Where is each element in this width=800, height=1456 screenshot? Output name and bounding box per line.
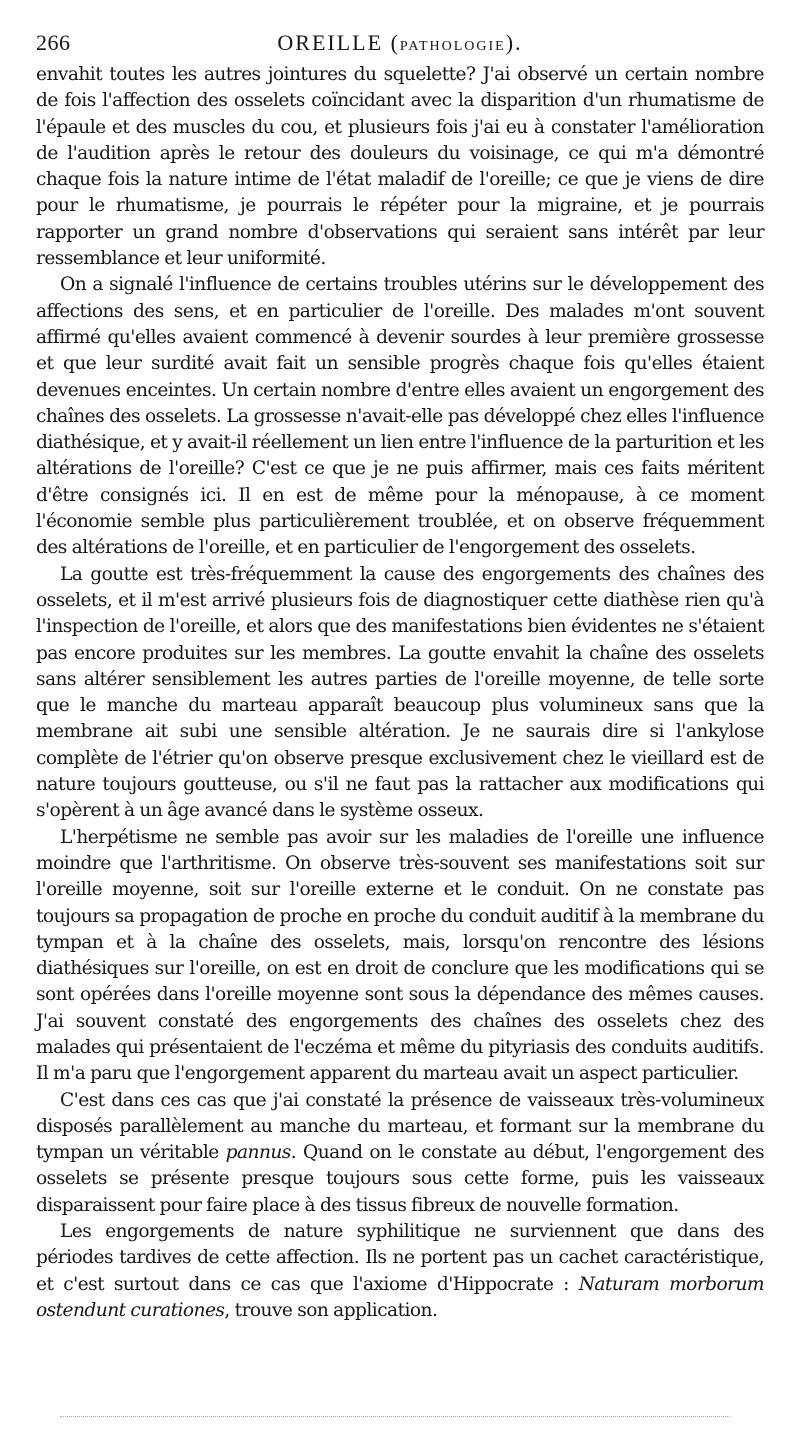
body-text <box>36 62 764 1324</box>
paragraph-syphilis <box>36 1219 764 1324</box>
paragraph-gout: La goutte est très-fréquemment la cause des engorgements des chaînes des osselets, et il m'est arrivé plusieurs fois de diagnostiquer cette diathèse rien qu'à l'inspection de l'oreille, et alors que des manifestations bien évidentes ne s'étaient pas encore produites sur les membres. La goutte envahit la chaîne des osselets sans altérer sensiblement les autres parties de l'oreille moyenne, de telle sorte que le manche du marteau apparaît beaucoup plus volumineux sans que la membrane ait subi une sensible altération. Je ne saurais dire si l'ankylose complète de l'étrier qu'on observe presque exclusivement chez le vieillard est de nature toujours goutteuse, ou s'il ne faut pas la rattacher aux modifications qui s'opèrent à un âge avancé dans le système osseux. <box>36 563 764 822</box>
running-subtitle-open: ( <box>383 30 400 55</box>
bottom-divider <box>60 1416 730 1417</box>
page-number: 266 <box>36 30 71 55</box>
paragraph-pannus <box>36 1088 764 1219</box>
pannus-text-after: . Quand on le constate au début, l'engorgement des osselets se présente presque toujours sous cette forme, puis les vaisseaux disparaissent pour faire place à des tissus fibreux de nouvelle formation. <box>36 1142 764 1216</box>
pannus-text-before: C'est dans ces cas que j'ai constaté la présence de vaisseaux très-volumineux disposés parallèlement au manche du marteau, et formant sur la membrane du tympan un véritable <box>36 1089 764 1164</box>
pannus-term: pannus <box>225 1142 291 1164</box>
book-page <box>36 28 764 1324</box>
syphilis-text-before: Les engorgements de nature syphilitique ne surviennent que dans des périodes tardives de cette affection. Ils ne portent pas un cachet caractéristique, et c'est surtout dans ce cas que l'axiome d'Hippocrate : <box>36 1221 764 1295</box>
paragraph-herpetism: L'herpétisme ne semble pas avoir sur les maladies de l'oreille une influence moindre que l'arthritisme. On observe très-souvent ses manifestations soit sur l'oreille moyenne, soit sur l'oreille externe et le conduit. On ne constate pas toujours sa propagation de proche en proche du conduit auditif à la membrane du tympan et à la chaîne des osselets, mais, lorsqu'on rencontre des lésions diathésiques sur l'oreille, on est en droit de conclure que les modifications qui se sont opérées dans l'oreille moyenne sont sous la dépendance des mêmes causes. J'ai souvent constaté des engorgements des chaînes des osselets chez des malades qui présentaient de l'eczéma et même du pityriasis des conduits auditifs. Il m'a paru que l'engorgement apparent du marteau avait un aspect particulier. <box>36 826 764 1085</box>
paragraph-continued: envahit toutes les autres jointures du squelette? J'ai observé un certain nombre de fois l'affection des osselets coïncidant avec la disparition d'un rhumatisme de l'épaule et des muscles du cou, et plusieurs fois j'ai eu à constater l'amélioration de l'audition après le retour des douleurs du voisinage, ce qui m'a démontré chaque fois la nature intime de l'état maladif de l'oreille; ce que je viens de dire pour le rhumatisme, je pourrais le répéter pour la migraine, et je pourrais rapporter un grand nombre d'observations qui seraient sans intérêt par leur ressemblance et leur uniformité. <box>36 64 764 270</box>
hippocrates-axiom: Naturam morborum ostendunt curationes <box>36 1273 764 1321</box>
paragraph-uterine-influence: On a signalé l'influence de certains troubles utérins sur le développement des affections des sens, et en particulier de l'oreille. Des malades m'ont souvent affirmé qu'elles avaient commencé à devenir sourdes à leur première grossesse et que leur surdité avait fait un sensible progrès chaque fois qu'elles étaient devenues enceintes. Un certain nombre d'entre elles avaient un engorgement des chaînes des osselets. La grossesse n'avait-elle pas développé chez elles l'influence diathésique, et y avait-il réellement un lien entre l'influence de la parturition et les altérations de l'oreille? C'est ce que je ne puis affirmer, mais ces faits méritent d'être consignés ici. Il en est de même pour la ménopause, à ce moment l'économie semble plus particulièrement troublée, et on observe fréquemment des altérations de l'oreille, et en particulier de l'engorgement des osselets. <box>36 274 764 559</box>
page-header <box>36 28 764 62</box>
running-subtitle-close: ). <box>505 30 523 55</box>
running-title: OREILLE <box>277 30 384 55</box>
running-head <box>36 30 764 56</box>
syphilis-text-after: , trouve son application. <box>224 1299 438 1321</box>
running-subtitle: PATHOLOGIE <box>399 39 506 54</box>
